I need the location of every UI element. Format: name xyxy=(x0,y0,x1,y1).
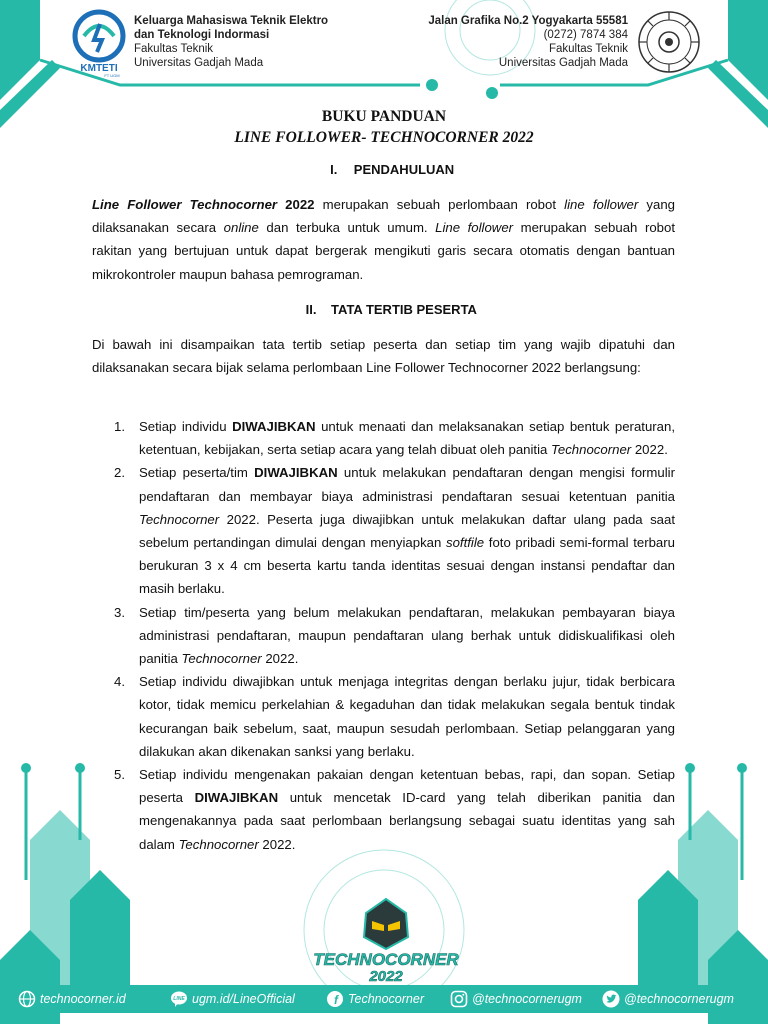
svg-text:LINE: LINE xyxy=(173,996,185,1002)
line-icon xyxy=(170,990,188,1008)
instagram-icon xyxy=(450,990,468,1008)
address-phone: (0272) 7874 384 xyxy=(543,29,628,41)
footer-instagram[interactable]: @technocornerugm xyxy=(450,985,582,1013)
svg-text:FT UGM: FT UGM xyxy=(104,73,120,78)
footer-website[interactable]: technocorner.id xyxy=(18,985,126,1013)
section-heading-pendahuluan: I. PENDAHULUAN xyxy=(330,162,455,177)
section-heading-tata-tertib: II. TATA TERTIB PESERTA xyxy=(305,302,477,317)
title-line2: LINE FOLLOWER- TECHNOCORNER 2022 xyxy=(234,129,534,146)
rules-list xyxy=(92,415,675,856)
svg-text:2022: 2022 xyxy=(369,968,403,985)
list-item: 3. Setiap tim/peserta yang belum melakukan pendaftaran, melakukan pembayaran biaya administrasi pendaftaran, maupun pendaftaran ulang berhak untuk didiskualifikasi oleh panitia Technocorner 2022. xyxy=(114,604,675,667)
facebook-icon xyxy=(326,990,344,1008)
title-line1: BUKU PANDUAN xyxy=(321,108,447,125)
org-university: Universitas Gadjah Mada xyxy=(134,57,264,69)
ugm-seal-icon xyxy=(634,8,704,76)
letterhead xyxy=(70,8,628,78)
footer-twitter[interactable]: @technocornerugm xyxy=(602,985,734,1013)
address-block xyxy=(428,14,628,70)
svg-text:KMTETI: KMTETI xyxy=(80,63,118,74)
address-faculty: Fakultas Teknik xyxy=(548,43,628,55)
list-item: 1. Setiap individu DIWAJIBKAN untuk menaati dan melaksanakan setiap bentuk peraturan, ketentuan, kebijakan, serta setiap acara yang telah dibuat oleh panitia Technocorner 2022. xyxy=(114,419,675,458)
address-street: Jalan Grafika No.2 Yogyakarta 55581 xyxy=(428,15,628,27)
globe-icon xyxy=(18,990,36,1008)
footer-facebook[interactable]: f Technocorner xyxy=(326,985,424,1013)
svg-text:f: f xyxy=(334,993,338,1007)
technocorner-mascot-logo xyxy=(296,895,476,985)
kmteti-logo xyxy=(70,8,128,78)
organization-block xyxy=(134,14,328,70)
org-name-line2: dan Teknologi Indormasi xyxy=(134,29,270,41)
intro-paragraph: Line Follower Technocorner 2022 merupakan sebuah perlombaan robot line follower yang dilaksanakan secara online dan terbuka untuk umum. Line follower merupakan sebuah robot rakitan yang bertujuan untuk dapat bergerak mengikuti garis secara otomatis dengan bantuan mikrokontroler maupun bahasa pemrograman. xyxy=(92,197,675,282)
document-title xyxy=(0,106,768,148)
list-item: 5. Setiap individu mengenakan pakaian dengan ketentuan bebas, rapi, dan sopan. Setiap peserta DIWAJIBKAN untuk mencetak ID-card yang telah diberikan panitia dan mengenakannya pada saat perlombaan berlangsung sebagai suatu identitas yang sah dalam Technocorner 2022. xyxy=(114,767,675,852)
svg-text:TECHNOCORNER: TECHNOCORNER xyxy=(313,950,459,969)
list-item: 2. Setiap peserta/tim DIWAJIBKAN untuk melakukan pendaftaran dengan mengisi formulir pendaftaran dan membayar biaya administrasi pendaftaran sesuai ketentuan panitia Technocorner 2022. Peserta juga diwajibkan untuk melakukan daftar ulang pada saat sebelum pertandingan dimulai dengan menyiapkan softfile foto pribadi semi-formal terbaru berukuran 3 x 4 cm beserta kartu tanda identitas sesuai dengan instansi pendaftar dan masih berlaku. xyxy=(114,465,675,597)
footer-line[interactable]: LINE ugm.id/LineOfficial xyxy=(170,985,295,1013)
org-faculty: Fakultas Teknik xyxy=(134,43,214,55)
address-university: Universitas Gadjah Mada xyxy=(498,57,628,69)
twitter-icon xyxy=(602,990,620,1008)
list-item: 4. Setiap individu diwajibkan untuk menjaga integritas dengan berlaku jujur, tidak berbicara kotor, tidak memicu perkelahian & kegaduhan dan tidak melakukan segala bentuk tindak kecurangan baik sebelum, saat, maupun sesudah perlombaan. Setiap pelanggaran yang dilakukan akan dikenakan sanksi yang berlaku. xyxy=(114,674,675,759)
rules-intro-paragraph: Di bawah ini disampaikan tata tertib setiap peserta dan setiap tim yang wajib dipatuhi dan dilaksanakan secara bijak selama perlombaan Line Follower Technocorner 2022 berlangsung: xyxy=(92,337,675,376)
social-footer xyxy=(10,985,758,1013)
org-name-line1: Keluarga Mahasiswa Teknik Elektro xyxy=(134,15,329,27)
